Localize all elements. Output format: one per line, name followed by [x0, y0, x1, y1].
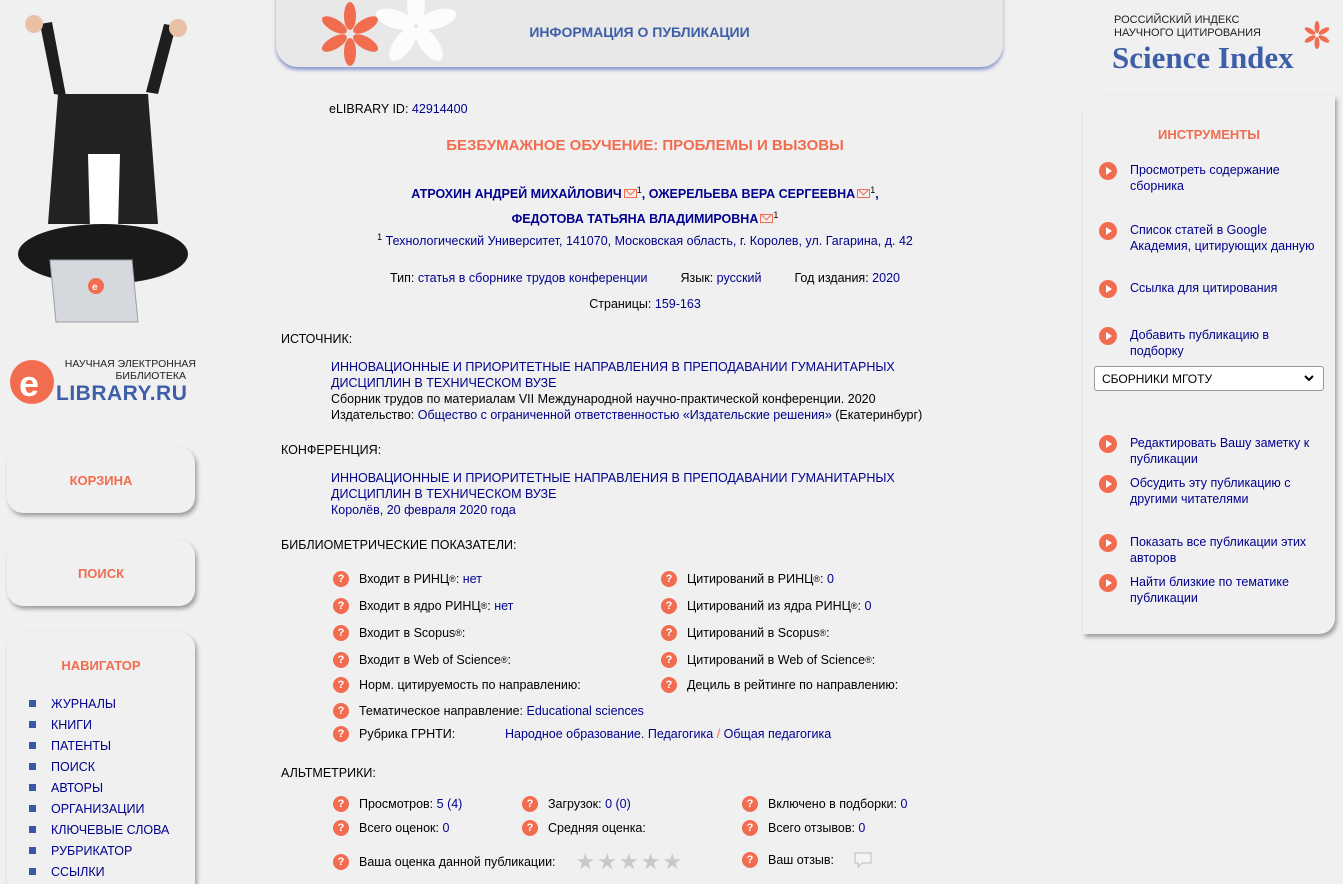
conference-label: КОНФЕРЕНЦИЯ: — [281, 443, 382, 457]
alt-value[interactable]: 0 — [442, 821, 450, 835]
alt-reviews: ? Всего отзывов: 0 — [742, 820, 865, 836]
authors: АТРОХИН АНДРЕЙ МИХАЙЛОВИЧ $^1$, ОЖЕРЕЛЬЕВА ВЕРА СЕРГЕЕВНА $^1$, ФЕДОТОВА ТАТЬЯНА ВЛАДИМИРОВНА $^1$ — [411, 185, 879, 227]
publication-title: БЕЗБУМАЖНОЕ ОБУЧЕНИЕ: ПРОБЛЕМЫ И ВЫЗОВЫ — [446, 137, 844, 154]
nav-item-label[interactable]: КЛЮЧЕВЫЕ СЛОВА — [51, 822, 170, 837]
affiliation: $^1$ Технологический Университет, 141070, Московская область, г. Королев, ул. Гагарина, д. 42 — [377, 232, 913, 249]
affiliation-link[interactable]: Технологический Университет, 141070, Московская область, г. Королев, ул. Гагарина, д. 42 — [385, 234, 913, 249]
alt-views: ? Просмотров: 5 (4) — [333, 796, 462, 812]
help-icon[interactable]: ? — [742, 820, 758, 836]
metric-cit-rinc: ? Цитирований в РИНЦ ® : 0 — [661, 571, 834, 587]
help-icon[interactable]: ? — [522, 796, 538, 812]
conference-line1[interactable]: ИННОВАЦИОННЫЕ И ПРИОРИТЕТНЫЕ НАПРАВЛЕНИЯ В ПРЕПОДАВАНИИ ГУМАНИТАРНЫХ — [331, 471, 895, 485]
mail-icon[interactable] — [760, 214, 773, 223]
elibrary-id: eLIBRARY ID: 42914400 — [329, 102, 468, 116]
page-header — [276, 0, 1003, 67]
collection-select-value: СБОРНИКИ МГОТУ — [1102, 371, 1213, 386]
play-icon — [1099, 280, 1117, 298]
alt-label: АЛЬТМЕТРИКИ: — [281, 766, 376, 780]
svg-text:e: e — [19, 363, 40, 404]
source-desc: Сборник трудов по материалам VII Международной научно-практической конференции. 2020 — [331, 392, 876, 406]
metric-value[interactable]: 0 — [864, 599, 872, 613]
metric-rinc: ? Входит в РИНЦ ® : нет — [333, 571, 482, 587]
rating-stars[interactable]: ★★★★★ — [575, 849, 685, 874]
biblio-label: БИБЛИОМЕТРИЧЕСКИЕ ПОКАЗАТЕЛИ: — [281, 538, 517, 552]
asterisk-icon — [1302, 20, 1332, 50]
help-icon[interactable]: ? — [661, 571, 677, 587]
metric-wos: ? Входит в Web of Science ® : — [333, 652, 511, 668]
tools-title: ИНСТРУМЕНТЫ — [1158, 127, 1260, 142]
metric-value[interactable]: 0 — [826, 572, 834, 586]
source-block — [331, 359, 922, 423]
tool-view-contents[interactable]: Просмотреть содержание сборника — [1099, 162, 1325, 194]
help-icon[interactable]: ? — [333, 854, 349, 870]
nav-item[interactable] — [29, 693, 195, 714]
play-icon — [1099, 534, 1117, 552]
language-value[interactable]: русский — [716, 271, 762, 285]
bullet-icon — [29, 847, 36, 854]
grnti-link-1[interactable]: Народное образование. Педагогика — [505, 727, 714, 741]
help-icon[interactable]: ? — [333, 796, 349, 812]
nav-item[interactable] — [29, 861, 195, 882]
conference-block — [331, 470, 895, 518]
play-icon — [1099, 162, 1117, 180]
author-link[interactable]: АТРОХИН АНДРЕЙ МИХАЙЛОВИЧ — [411, 187, 622, 202]
chevron-down-icon — [1303, 372, 1315, 384]
nav-item-label[interactable]: КНИГИ — [51, 717, 93, 732]
nav-item[interactable] — [29, 735, 195, 756]
si-line1: РОССИЙСКИЙ ИНДЕКС — [1114, 14, 1240, 26]
help-icon[interactable]: ? — [333, 726, 349, 742]
tool-discuss[interactable]: Обсудить эту публикацию с другими читателями — [1099, 475, 1325, 507]
comment-icon[interactable] — [854, 852, 872, 868]
metric-norm: ? Норм. цитируемость по направлению: — [333, 677, 581, 693]
nav-item-label[interactable]: ОРГАНИЗАЦИИ — [51, 801, 145, 816]
bullet-icon — [29, 826, 36, 833]
pages-value[interactable]: 159-163 — [654, 297, 701, 311]
alt-value[interactable]: 0 — [858, 821, 866, 835]
pages: Страницы: 159-163 — [589, 297, 701, 311]
mail-icon[interactable] — [624, 189, 637, 198]
navigator-list — [7, 693, 195, 882]
tool-author-publications[interactable]: Показать все публикации этих авторов — [1099, 534, 1325, 566]
play-icon — [1099, 327, 1117, 345]
metric-grnti: ? Рубрика ГРНТИ: Народное образование. Педагогика / Общая педагогика — [333, 726, 831, 742]
source-title-line1[interactable]: ИННОВАЦИОННЫЕ И ПРИОРИТЕТНЫЕ НАПРАВЛЕНИЯ В ПРЕПОДАВАНИИ ГУМАНИТАРНЫХ — [331, 360, 895, 374]
bullet-icon — [29, 784, 36, 791]
help-icon[interactable]: ? — [333, 625, 349, 641]
nav-item[interactable] — [29, 840, 195, 861]
mail-icon[interactable] — [857, 189, 870, 198]
help-icon[interactable]: ? — [661, 625, 677, 641]
help-icon[interactable]: ? — [661, 652, 677, 668]
bullet-icon — [29, 700, 36, 707]
bullet-icon — [29, 805, 36, 812]
play-icon — [1099, 435, 1117, 453]
nav-item[interactable] — [29, 819, 195, 840]
nav-item[interactable] — [29, 777, 195, 798]
conference-line2[interactable]: ДИСЦИПЛИН В ТЕХНИЧЕСКОМ ВУЗЕ — [331, 487, 557, 501]
grnti-link-2[interactable]: Общая педагогика — [723, 727, 832, 741]
play-icon — [1099, 475, 1117, 493]
tools-panel — [1083, 96, 1335, 634]
play-icon — [1099, 222, 1117, 240]
publisher: Издательство: Общество с ограниченной ответственностью «Издательские решения» (Екатеринбург) — [331, 408, 923, 422]
tool-google-scholar[interactable]: Список статей в Google Академия, цитирующих данную — [1099, 222, 1325, 254]
conference-date[interactable]: Королёв, 20 февраля 2020 года — [331, 503, 516, 517]
help-icon[interactable]: ? — [522, 820, 538, 836]
nav-item[interactable] — [29, 714, 195, 735]
help-icon[interactable]: ? — [333, 820, 349, 836]
help-icon[interactable]: ? — [661, 598, 677, 614]
bullet-icon — [29, 721, 36, 728]
nav-item-label[interactable]: ПОИСК — [51, 759, 96, 774]
nav-item-label[interactable]: АВТОРЫ — [51, 780, 104, 795]
help-icon[interactable]: ? — [742, 796, 758, 812]
bullet-icon — [29, 868, 36, 875]
hero-image — [8, 14, 198, 324]
cart-button[interactable]: КОРЗИНА — [7, 447, 195, 513]
nav-item-label[interactable]: ЖУРНАЛЫ — [51, 696, 117, 711]
play-icon — [1099, 574, 1117, 592]
search-button[interactable]: ПОИСК — [7, 540, 195, 606]
metric-value[interactable]: нет — [462, 572, 482, 586]
nav-item[interactable] — [29, 798, 195, 819]
alt-your-review: ? Ваш отзыв: — [742, 852, 872, 868]
help-icon[interactable]: ? — [333, 571, 349, 587]
help-icon[interactable]: ? — [333, 677, 349, 693]
topic-link[interactable]: Educational sciences — [526, 704, 644, 718]
logo-brand: LIBRARY.RU — [56, 382, 188, 405]
alt-avg: ? Средняя оценка: — [522, 820, 646, 836]
nav-item-label[interactable]: ПАТЕНТЫ — [51, 738, 112, 753]
si-line2: НАУЧНОГО ЦИТИРОВАНИЯ — [1114, 27, 1261, 39]
metric-cit-core: ? Цитирований из ядра РИНЦ ® : 0 — [661, 598, 871, 614]
alt-your-rating: ? Ваша оценка данной публикации: ★★★★★ — [333, 849, 684, 875]
author-link[interactable]: ОЖЕРЕЛЬЕВА ВЕРА СЕРГЕЕВНА — [648, 187, 856, 202]
source-title-line2[interactable]: ДИСЦИПЛИН В ТЕХНИЧЕСКОМ ВУЗЕ — [331, 376, 557, 390]
svg-text:e: e — [92, 282, 98, 293]
alt-collections: ? Включено в подборки: 0 — [742, 796, 907, 812]
help-icon[interactable]: ? — [742, 852, 758, 868]
collection-select[interactable] — [1094, 366, 1324, 391]
help-icon[interactable]: ? — [661, 677, 677, 693]
help-icon[interactable]: ? — [333, 703, 349, 719]
metric-rinc-core: ? Входит в ядро РИНЦ ® : нет — [333, 598, 513, 614]
bullet-icon — [29, 742, 36, 749]
type-value[interactable]: статья в сборнике трудов конференции — [417, 271, 648, 285]
alt-value[interactable]: 0 (0) — [605, 797, 631, 811]
alt-value[interactable]: 5 (4) — [436, 797, 463, 811]
si-title: Science Index — [1112, 40, 1294, 75]
year-value[interactable]: 2020 — [872, 271, 900, 285]
elibrary-id-link[interactable]: 42914400 — [411, 102, 468, 116]
logo-line1: НАУЧНАЯ ЭЛЕКТРОННАЯ — [64, 358, 196, 370]
metric-decile: ? Дециль в рейтинге по направлению: — [661, 677, 898, 693]
help-icon[interactable]: ? — [333, 598, 349, 614]
publication-meta: Тип: статья в сборнике трудов конференции Язык: русский Год издания: 2020 — [390, 271, 900, 285]
nav-item-label[interactable]: ССЫЛКИ — [51, 864, 105, 879]
nav-item[interactable] — [29, 756, 195, 777]
help-icon[interactable]: ? — [333, 652, 349, 668]
metric-scopus: ? Входит в Scopus ® : — [333, 625, 465, 641]
metric-value[interactable]: нет — [494, 599, 514, 613]
science-index-logo[interactable] — [1112, 14, 1332, 76]
tool-add-to-collection[interactable]: Добавить публикацию в подборку — [1099, 327, 1325, 359]
metric-cit-wos: ? Цитирований в Web of Science ® : — [661, 652, 875, 668]
metric-topic: ? Тематическое направление: Educational sciences — [333, 703, 644, 719]
publisher-link[interactable]: Общество с ограниченной ответственностью «Издательские решения» — [417, 408, 832, 422]
navigator-title: НАВИГАТОР — [61, 658, 141, 673]
logo-line2: БИБЛИОТЕКА — [115, 370, 186, 382]
alt-value[interactable]: 0 — [900, 797, 908, 811]
tool-cite-link[interactable]: Ссылка для цитирования — [1099, 280, 1325, 298]
tool-similar[interactable]: Найти близкие по тематике публикации — [1099, 574, 1325, 606]
nav-item-label[interactable]: РУБРИКАТОР — [51, 843, 133, 858]
tool-edit-note[interactable]: Редактировать Вашу заметку к публикации — [1099, 435, 1325, 467]
alt-ratings: ? Всего оценок: 0 — [333, 820, 449, 836]
elibrary-logo[interactable] — [10, 356, 200, 408]
author-link[interactable]: ФЕДОТОВА ТАТЬЯНА ВЛАДИМИРОВНА — [511, 212, 759, 227]
page-title: ИНФОРМАЦИЯ О ПУБЛИКАЦИИ — [529, 24, 750, 40]
source-label: ИСТОЧНИК: — [281, 332, 353, 346]
metric-cit-scopus: ? Цитирований в Scopus ® : — [661, 625, 830, 641]
navigator-panel — [7, 632, 195, 884]
alt-downloads: ? Загрузок: 0 (0) — [522, 796, 631, 812]
bullet-icon — [29, 763, 36, 770]
